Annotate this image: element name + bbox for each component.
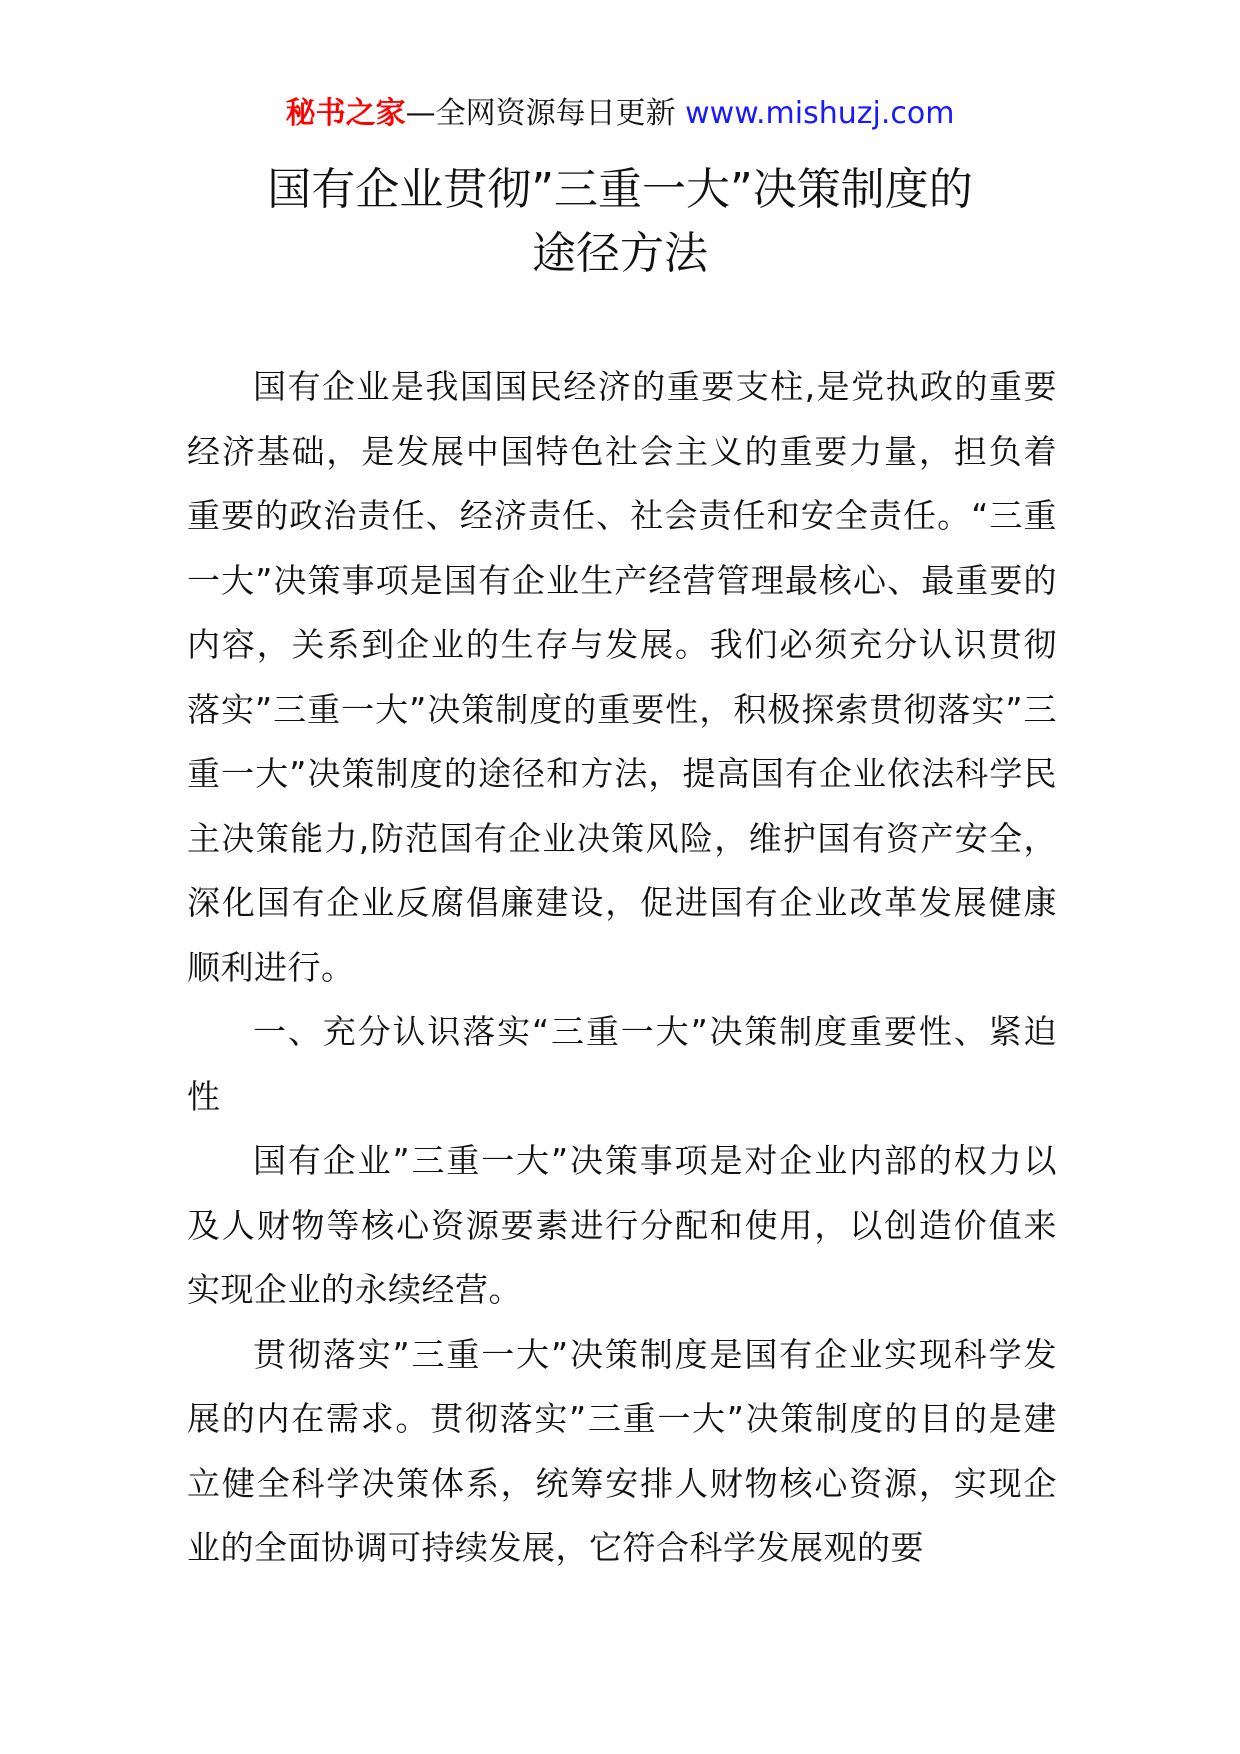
body-paragraph: 国有企业”三重一大”决策事项是对企业内部的权力以及人财物等核心资源要素进行分配和使用，以创造价值来实现企业的永续经营。 xyxy=(187,1141,1057,1309)
body-paragraph: 贯彻落实”三重一大”决策制度是国有企业实现科学发展的内在需求。贯彻落实”三重一大”决策制度的目的是建立健全科学决策体系，统筹安排人财物核心资源，实现企业的全面协调可持续发展，它符合科学发展观的要 xyxy=(187,1334,1057,1567)
site-url[interactable]: www.mishuzj.com xyxy=(685,96,955,131)
brand-name: 秘书之家 xyxy=(285,96,406,131)
document-body xyxy=(187,355,1057,1581)
document-title xyxy=(0,158,1240,286)
title-line-1: 国有企业贯彻”三重一大”决策制度的 xyxy=(267,164,973,215)
header-tagline: —全网资源每日更新 xyxy=(405,96,686,131)
title-line-2: 途径方法 xyxy=(532,228,708,279)
section-heading-1: 一、充分认识落实“三重一大”决策制度重要性、紧迫性 xyxy=(187,1012,1057,1116)
site-header xyxy=(0,94,1240,134)
intro-paragraph: 国有企业是我国国民经济的重要支柱,是党执政的重要经济基础，是发展中国特色社会主义的重要力量，担负着重要的政治责任、经济责任、社会责任和安全责任。“三重一大”决策事项是国有企业生产经营管理最核心、最重要的内容，关系到企业的生存与发展。我们必须充分认识贯彻落实”三重一大”决策制度的重要性，积极探索贯彻落实”三重一大”决策制度的途径和方法，提高国有企业依法科学民主决策能力,防范国有企业决策风险，维护国有资产安全，深化国有企业反腐倡廉建设，促进国有企业改革发展健康顺利进行。 xyxy=(187,367,1057,987)
